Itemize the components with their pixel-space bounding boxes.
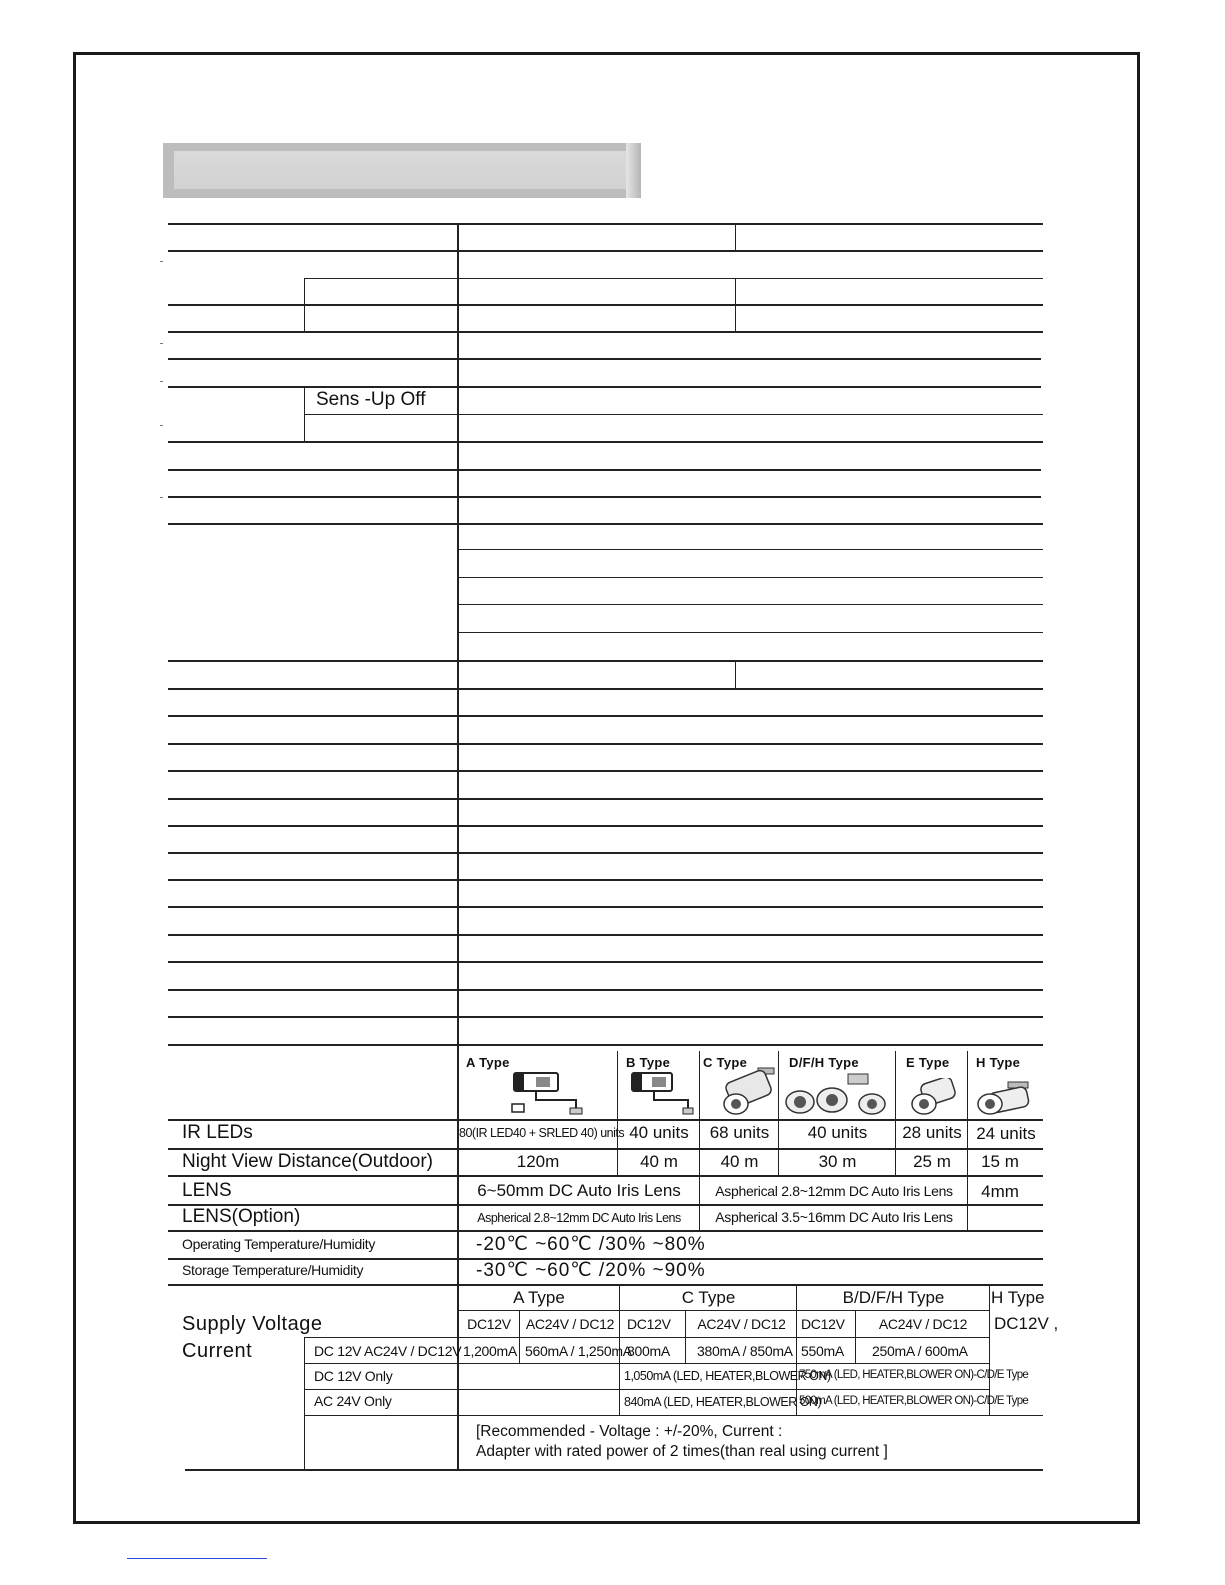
current-bdfh-ac: 250mA / 600mA [872, 1343, 968, 1359]
voltage-bdfh-dc: DC12V [801, 1316, 845, 1332]
section-banner-bevel [626, 143, 641, 198]
current-c-dc: 800mA [627, 1343, 670, 1359]
night-view-h: 15 m [981, 1152, 1019, 1171]
operating-temp-label: Operating Temperature/Humidity [182, 1236, 376, 1252]
current-a-dc: 1,200mA [463, 1343, 517, 1359]
type-header-h: H Type [976, 1055, 1021, 1070]
voltage-h: DC12V , [994, 1314, 1059, 1333]
lens-label: LENS [182, 1180, 232, 1201]
current-row-2-label: DC 12V Only [314, 1368, 393, 1384]
lens-option-label: LENS(Option) [182, 1206, 301, 1227]
lens-h: 4mm [981, 1182, 1019, 1201]
type-header-c: C Type [703, 1055, 748, 1070]
b-type-camera-image [628, 1068, 696, 1118]
supply-group-a: A Type [513, 1288, 565, 1307]
storage-temp-value: -30℃ ~60℃ /20% ~90% [476, 1260, 706, 1281]
lens-a-b: 6~50mm DC Auto Iris Lens [477, 1181, 681, 1200]
lens-c-e: Aspherical 2.8~12mm DC Auto Iris Lens [715, 1183, 953, 1199]
ir-leds-h: 24 units [976, 1124, 1036, 1143]
voltage-c-ac: AC24V / DC12 [697, 1316, 786, 1332]
ir-leds-b: 40 units [629, 1123, 689, 1142]
night-view-a: 120m [516, 1152, 560, 1171]
current-c-ac: 380mA / 850mA [697, 1343, 793, 1359]
current-c-ac-only: 840mA (LED, HEATER,BLOWER ON) [624, 1395, 822, 1409]
voltage-a-dc: DC12V [467, 1316, 511, 1332]
footer-underline [127, 1558, 267, 1559]
ir-leds-c: 68 units [709, 1123, 770, 1142]
ir-leds-e: 28 units [902, 1123, 962, 1142]
night-view-b: 40 m [640, 1152, 678, 1171]
current-row-3-label: AC 24V Only [314, 1393, 392, 1409]
supply-group-c: C Type [681, 1288, 736, 1307]
night-view-dfh: 30 m [818, 1152, 857, 1171]
c-type-camera-image [708, 1066, 778, 1118]
supply-group-h: H Type [991, 1288, 1045, 1307]
section-banner-face [174, 151, 626, 189]
type-header-a: A Type [466, 1055, 510, 1070]
supply-voltage-label: Supply Voltage [182, 1313, 323, 1335]
dfh-type-camera-image [780, 1070, 894, 1118]
storage-temp-label: Storage Temperature/Humidity [182, 1262, 364, 1278]
night-view-c: 40 m [720, 1152, 759, 1171]
a-type-camera-image [506, 1068, 588, 1118]
voltage-c-dc: DC12V [627, 1316, 671, 1332]
ir-leds-a: 80(IR LED40 + SRLED 40) units [459, 1126, 625, 1140]
night-view-e: 25 m [913, 1152, 951, 1171]
e-type-camera-image [904, 1078, 960, 1118]
lens-option-a-b: Aspherical 2.8~12mm DC Auto Iris Lens [477, 1211, 681, 1225]
voltage-bdfh-ac: AC24V / DC12 [878, 1316, 968, 1332]
voltage-a-ac: AC24V / DC12 [525, 1316, 615, 1332]
night-view-label: Night View Distance(Outdoor) [182, 1151, 433, 1172]
ir-leds-dfh: 40 units [807, 1123, 868, 1142]
sensup-off-label: Sens -Up Off [316, 389, 426, 410]
lens-option-c-e: Aspherical 3.5~16mm DC Auto Iris Lens [715, 1209, 953, 1225]
current-bdfh-ac-only: 500mA (LED, HEATER,BLOWER ON)-C/D/E Type [799, 1395, 1029, 1407]
operating-temp-value: -20℃ ~60℃ /30% ~80% [476, 1234, 706, 1255]
type-header-e: E Type [906, 1055, 950, 1070]
ir-leds-label: IR LEDs [182, 1122, 253, 1143]
type-header-dfh: D/F/H Type [789, 1055, 859, 1070]
recommendation-note-1: [Recommended - Voltage : +/-20%, Current : [476, 1423, 783, 1440]
type-header-b: B Type [626, 1055, 671, 1070]
supply-group-bdfh: B/D/F/H Type [842, 1288, 945, 1307]
current-a-ac: 560mA / 1,250mA [525, 1343, 632, 1359]
recommendation-note-2: Adapter with rated power of 2 times(than real using current ] [476, 1443, 888, 1460]
current-c-dc-only: 1,050mA (LED, HEATER,BLOWER ON) [624, 1369, 831, 1383]
current-row-1-label: DC 12V AC24V / DC12V [314, 1343, 462, 1359]
h-type-camera-image [974, 1080, 1036, 1120]
current-bdfh-dc: 550mA [801, 1343, 844, 1359]
current-label: Current [182, 1340, 253, 1362]
current-bdfh-dc-only: 750mA (LED, HEATER,BLOWER ON)-C/D/E Type [799, 1369, 1029, 1381]
